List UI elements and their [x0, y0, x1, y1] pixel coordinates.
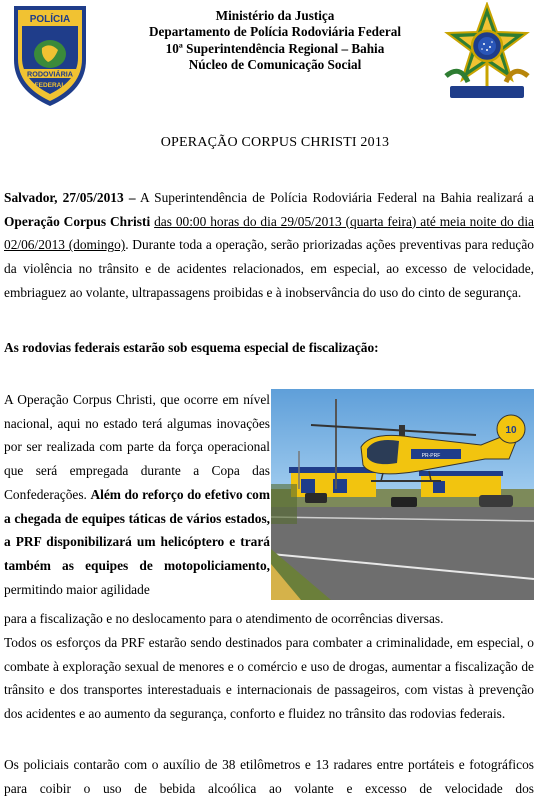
helicopter-photo [271, 389, 534, 600]
badge-top-text: POLÍCIA [29, 14, 71, 25]
operation-text-1: A Operação Corpus Christi, que ocorre em nível nacional, aqui no estado terá algumas inovações por ser realizada com parte da força operacional que será empregada durante a Copa das Confederações. [4, 392, 270, 502]
equipment-paragraph: Os policiais contarão com o auxílio de 38 etilômetros e 13 radares entre portáteis e fotográficos para coibir o uso de bebida alcoólica ao volante e excesso de velocidade dos [4, 757, 534, 796]
operation-paragraph-end: para a fiscalização e no deslocamento para o atendimento de ocorrências diversas. [4, 611, 444, 626]
coat-of-arms-icon [440, 2, 534, 106]
badge-middle-text: RODOVIÁRIA [27, 69, 73, 79]
intro-paragraph [4, 186, 534, 305]
section-heading: As rodovias federais estarão sob esquema especial de fiscalização: [4, 340, 379, 355]
intro-text-1: A Superintendência de Polícia Rodoviária Federal na Bahia realizará a [135, 190, 534, 205]
efforts-paragraph: Todos os esforços da PRF estarão sendo destinados para combater a criminalidade, em especial, o combate à exploração sexual de menores e o comércio e uso de drogas, aumentar a fiscalização de trânsito e dos transportes interestaduais e internacionais de passageiros, com vistas à prevenção dos acidentes e ao aumento da segurança, conforto e fluidez no trânsito das rodovias federais. [4, 635, 534, 722]
dateline: Salvador, 27/05/2013 – [4, 190, 136, 205]
prf-badge-logo [8, 2, 92, 108]
badge-bottom-text: FEDERAL [34, 82, 66, 89]
header-line-ministry: Ministério da Justiça [215, 8, 335, 23]
header-line-department: Departamento de Polícia Rodoviária Federal [149, 24, 401, 40]
document-header [110, 8, 440, 73]
heli-registration: PR-PRF [421, 453, 441, 459]
operation-period: das 00:00 horas do dia 29/05/2013 (quarta feira) até meia noite do dia 02/06/2013 (domingo) [4, 213, 535, 253]
heli-number: 10 [505, 425, 517, 436]
operation-name: Operação Corpus Christi [4, 213, 151, 229]
page-title: OPERAÇÃO CORPUS CHRISTI 2013 [160, 135, 390, 150]
operation-bold-text: Além do reforço do efetivo com a chegada de equipes táticas de vários estados, a PRF disponibilizará um helicóptero e trará também as equipes de motopoliciamento, [4, 486, 270, 573]
header-line-superintendency: 10ª Superintendência Regional – Bahia [165, 40, 385, 56]
operation-paragraph [4, 388, 270, 601]
operation-text-2: permitindo maior agilidade [4, 581, 150, 597]
intro-text-2: . Durante toda a operação, serão priorizadas ações preventivas para redução da violência no trânsito e de acidentes relacionados, em especial, ao excesso de velocidade, embriaguez ao volante, ultrapassagens proibidas e à inobservância do uso do cinto de segurança. [4, 237, 534, 300]
header-line-communication: Núcleo de Comunicação Social [188, 56, 362, 72]
